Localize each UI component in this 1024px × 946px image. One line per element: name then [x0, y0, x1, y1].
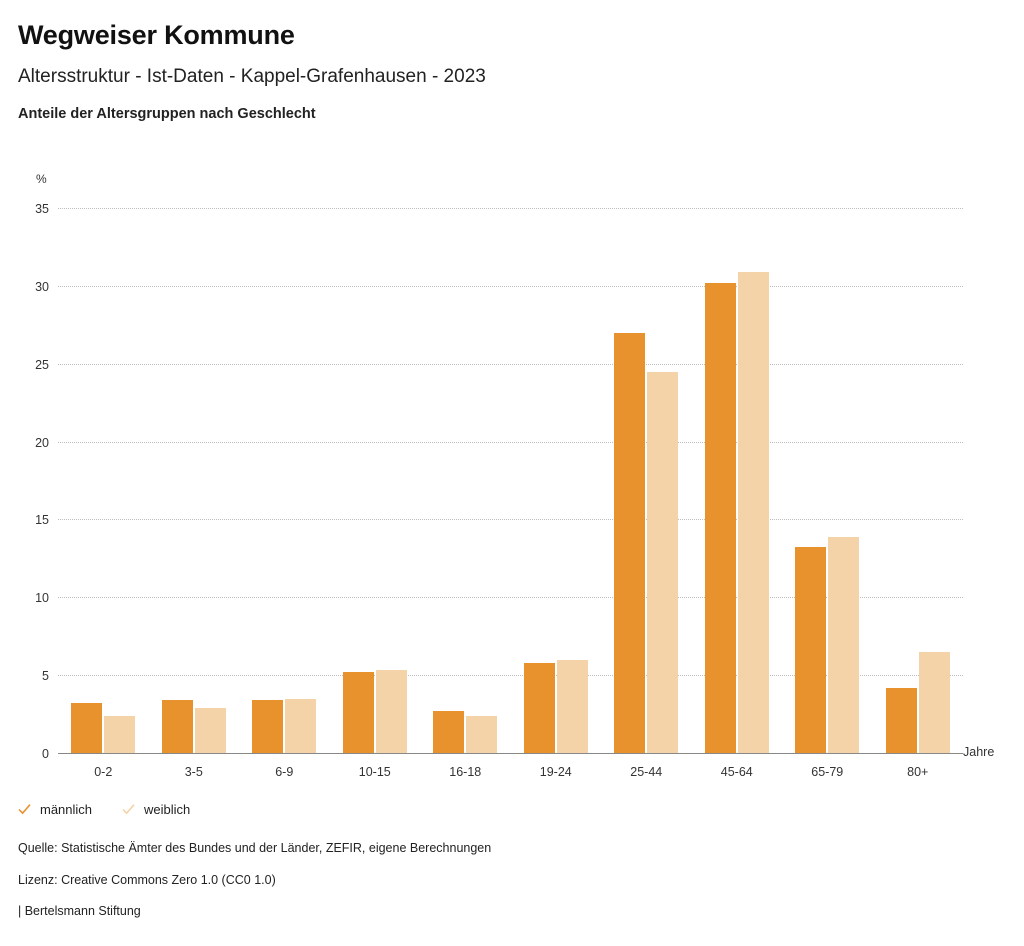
- bar-group: [614, 208, 678, 779]
- y-axis-tick-label: 25: [35, 357, 49, 372]
- chart-footer: [18, 842, 491, 937]
- x-axis-tick-label: 25-44: [630, 765, 663, 779]
- axis-line-zero: [42, 747, 963, 761]
- y-axis-tick-label: 10: [35, 591, 49, 606]
- x-axis-tick-label: 0-2: [94, 765, 113, 779]
- bar-weiblich[interactable]: [195, 708, 226, 753]
- bar-männlich[interactable]: [433, 711, 464, 753]
- legend-item[interactable]: [18, 802, 92, 817]
- bar-group: [162, 208, 226, 779]
- x-axis-label: Jahre: [963, 745, 995, 759]
- bar-group: [252, 208, 316, 779]
- bars-container: [58, 208, 963, 779]
- bar-weiblich[interactable]: [919, 652, 950, 753]
- y-axis-tick-label: 0: [42, 747, 49, 761]
- footer-source: Quelle: Statistische Ämter des Bundes und der Länder, ZEFIR, eigene Berechnungen: [18, 841, 492, 855]
- bar-männlich[interactable]: [343, 672, 374, 753]
- bar-männlich[interactable]: [705, 283, 736, 753]
- chart-subtitle: Altersstruktur - Ist-Daten - Kappel-Grafenhausen - 2023: [18, 66, 486, 87]
- x-axis-tick-label: 45-64: [720, 765, 753, 779]
- y-axis-tick-label: 5: [42, 669, 49, 684]
- check-icon: [18, 803, 31, 816]
- x-axis-tick-label: 80+: [907, 765, 929, 779]
- y-axis-unit-label: %: [36, 172, 47, 186]
- legend-label: weiblich: [144, 802, 191, 817]
- plot-canvas: [35, 202, 963, 779]
- bar-männlich[interactable]: [162, 700, 193, 753]
- x-axis-tick-label: 65-79: [811, 765, 844, 779]
- y-axis-tick-label: 30: [35, 279, 49, 294]
- bar-männlich[interactable]: [524, 663, 555, 753]
- legend-label: männlich: [40, 802, 93, 817]
- bar-weiblich[interactable]: [104, 716, 135, 753]
- bar-group: [524, 208, 588, 779]
- footer-publisher: | Bertelsmann Stiftung: [18, 904, 141, 918]
- bar-männlich[interactable]: [886, 688, 917, 753]
- bar-group: [886, 208, 950, 779]
- bar-weiblich[interactable]: [647, 372, 678, 754]
- bar-weiblich[interactable]: [557, 660, 588, 753]
- y-axis-tick-label: 20: [35, 435, 49, 450]
- bar-männlich[interactable]: [252, 700, 283, 753]
- bar-group: [71, 208, 135, 779]
- bar-group: [343, 208, 407, 779]
- bar-weiblich[interactable]: [285, 699, 316, 754]
- x-axis-tick-label: 3-5: [184, 765, 203, 779]
- bar-group: [433, 208, 497, 779]
- plot-area: [0, 160, 1024, 780]
- chart-legend: [18, 802, 190, 817]
- x-axis-tick-label: 16-18: [449, 765, 482, 779]
- bar-männlich[interactable]: [614, 333, 645, 753]
- bar-männlich[interactable]: [795, 547, 826, 753]
- y-axis-tick-label: 15: [35, 513, 49, 528]
- x-axis-tick-label: 6-9: [275, 765, 294, 779]
- bar-group: [705, 208, 769, 779]
- page-title: Wegweiser Kommune: [18, 20, 295, 50]
- bar-weiblich[interactable]: [466, 716, 497, 753]
- footer-license: Lizenz: Creative Commons Zero 1.0 (CC0 1.0): [18, 872, 276, 887]
- bar-männlich[interactable]: [71, 703, 102, 753]
- bar-weiblich[interactable]: [376, 670, 407, 753]
- bar-group: [795, 208, 859, 779]
- bar-weiblich[interactable]: [738, 272, 769, 753]
- legend-item[interactable]: [122, 802, 190, 817]
- bar-weiblich[interactable]: [828, 537, 859, 753]
- chart-sub-subtitle: Anteile der Altersgruppen nach Geschlecht: [18, 106, 316, 122]
- x-axis-tick-label: 10-15: [358, 765, 391, 779]
- y-axis-tick-label: 35: [35, 202, 49, 216]
- x-axis-tick-label: 19-24: [539, 765, 572, 779]
- check-icon: [122, 803, 135, 816]
